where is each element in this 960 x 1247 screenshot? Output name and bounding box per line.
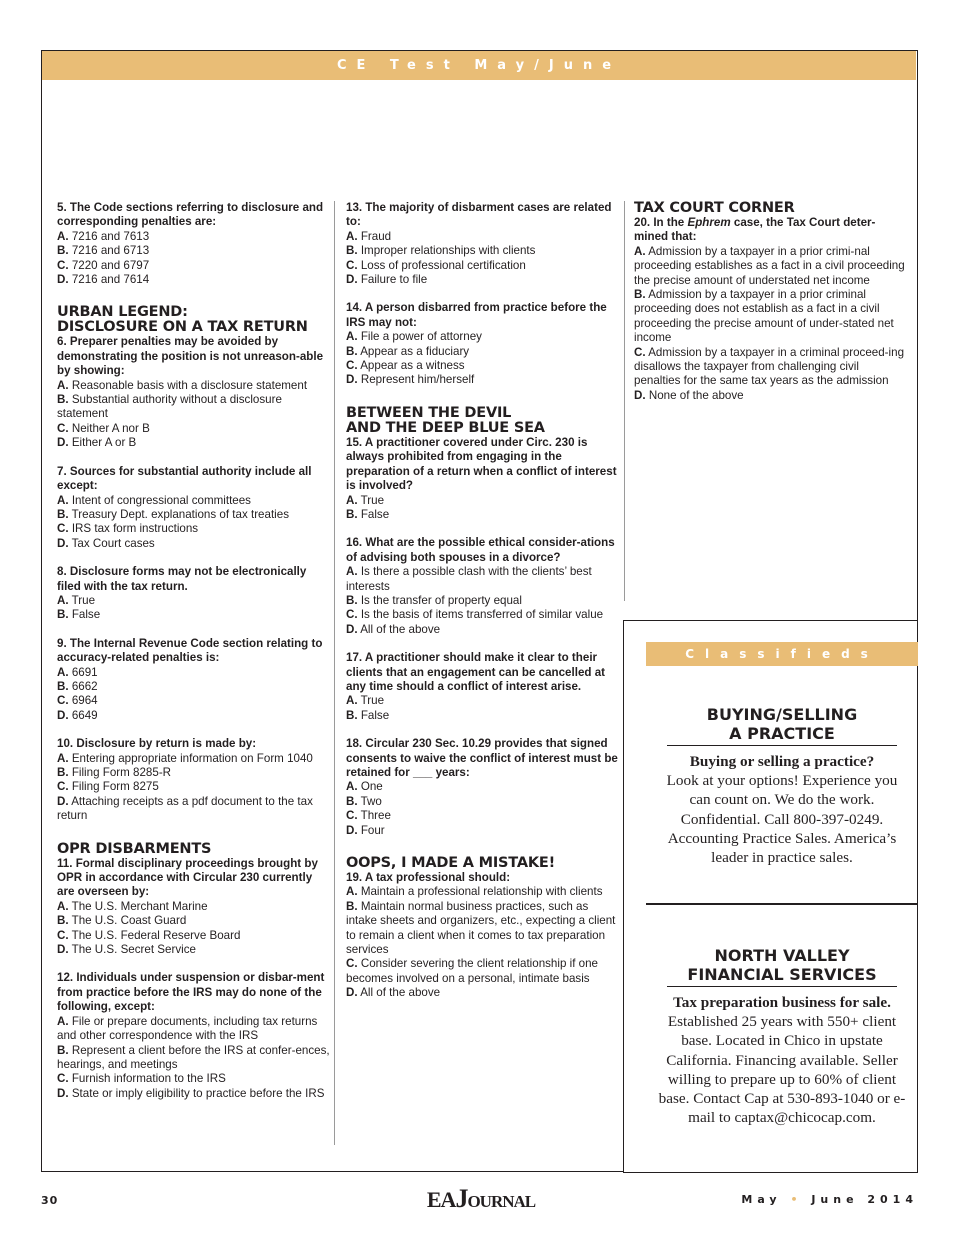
answer-option [346, 508, 620, 522]
option-text: Three [360, 809, 391, 823]
section-heading-line: BETWEEN THE DEVIL [346, 404, 512, 421]
question-text: 5. The Code sections referring to disclosure and corresponding penalties are: [57, 201, 324, 229]
option-letter: B. [634, 288, 646, 302]
option-letter: D. [346, 373, 358, 387]
option-letter: C. [57, 1072, 69, 1086]
answer-option [57, 1087, 331, 1101]
answer-option [57, 780, 331, 794]
answer-option [346, 694, 620, 708]
section-heading-line: OOPS, I MADE A MISTAKE! [346, 855, 556, 872]
section-heading [634, 201, 906, 216]
answer-option [346, 795, 620, 809]
answer-option [346, 900, 620, 958]
answer-option [57, 436, 331, 450]
option-text: Attaching receipts as a pdf document to the tax return [57, 794, 313, 823]
option-text: 6649 [71, 708, 98, 722]
ad-text: Established 25 years with 550+ client base. Located in Chico in upstate California. Financing available. Seller willing to prepare up to 60% of client base. Contact Cap at 530-893-1040 or e-mail to captax@chicocap.com. [658, 1013, 906, 1127]
section-heading [57, 305, 331, 335]
ad-buying-selling [646, 705, 918, 867]
option-text: All of the above [360, 622, 441, 636]
option-text: Substantial authority without a disclosure statement [57, 393, 282, 421]
answer-option [57, 273, 331, 287]
answer-option [57, 230, 331, 244]
answer-option [57, 594, 331, 608]
option-letter: A. [57, 493, 69, 507]
option-letter: A. [57, 665, 69, 679]
ad-north-valley [646, 946, 918, 1127]
option-letter: A. [346, 694, 358, 708]
option-letter: A. [634, 244, 646, 258]
ad-text: Look at your options! Experience you can count on. We do the work. Confidential. Call 800-397-0249. Accounting Practice Sales. America’s leader in practice sales. [666, 772, 898, 867]
answer-option [346, 373, 620, 387]
question [634, 216, 906, 403]
option-letter: A. [346, 229, 358, 243]
option-text: IRS tax form instructions [71, 522, 199, 536]
answer-option [57, 943, 331, 957]
ad-body [646, 752, 918, 867]
option-text: The U.S. Secret Service [71, 943, 196, 957]
answer-option [346, 359, 620, 373]
option-text: 6691 [71, 665, 98, 679]
option-text: The U.S. Coast Guard [71, 914, 187, 928]
section-heading [346, 856, 620, 871]
question [346, 871, 620, 1001]
answer-option [57, 1044, 331, 1073]
option-letter: C. [57, 780, 69, 794]
answer-option [57, 259, 331, 273]
question-text: 17. A practitioner should make it clear to their clients that an engagement can be cancelled at any time should a conflict of interest arise. [346, 651, 606, 693]
option-text: Is the basis of items transferred of similar value [360, 608, 604, 622]
ce-test-banner: CE Test May/June [42, 51, 916, 80]
question-text: 12. Individuals under suspension or disbar-ment from practice before the IRS may do none of the following, except: [57, 971, 325, 1014]
option-letter: A. [57, 593, 69, 607]
option-letter: D. [346, 823, 358, 837]
answer-option [57, 914, 331, 928]
questions-column-3 [634, 201, 906, 403]
issue-month: May [741, 1193, 782, 1206]
section-heading-line: URBAN LEGEND: [57, 304, 188, 321]
option-text: None of the above [648, 388, 744, 402]
answer-option [57, 508, 331, 522]
option-letter: B. [346, 593, 358, 607]
question [57, 857, 331, 958]
option-text: All of the above [360, 986, 441, 1000]
answer-option [57, 422, 331, 436]
option-text: 7220 and 6797 [71, 258, 150, 272]
option-text: Appear as a fiduciary [360, 344, 470, 358]
answer-option [346, 244, 620, 258]
question [57, 971, 331, 1101]
section-heading [57, 842, 331, 857]
option-letter: A. [346, 493, 358, 507]
option-text: False [360, 708, 390, 722]
option-text: Appear as a witness [360, 359, 465, 373]
option-letter: D. [346, 986, 358, 1000]
answer-option [346, 780, 620, 794]
option-text: The U.S. Federal Reserve Board [71, 928, 241, 942]
answer-option [634, 346, 906, 389]
option-text: Admission by a taxpayer in a prior crimi-nal proceeding establishes as a fact in a civil proceeding the precise amount of understated net income [634, 244, 905, 287]
ea-journal-logo [422, 1184, 540, 1214]
question-text: 10. Disclosure by return is made by: [57, 737, 257, 751]
question [57, 637, 331, 723]
question-text: 19. A tax professional should: [346, 871, 511, 885]
option-text: 7216 and 7614 [71, 273, 150, 287]
option-letter: B. [57, 244, 69, 258]
option-letter: C. [57, 928, 69, 942]
answer-option [346, 230, 620, 244]
answer-option [57, 608, 331, 622]
section-heading-line: TAX COURT CORNER [634, 200, 795, 216]
answer-option [346, 809, 620, 823]
question [346, 536, 620, 637]
option-letter: D. [346, 622, 358, 636]
option-text: Filing Form 8285-R [71, 766, 172, 779]
question-text: 20. In the Ephrem case, the Tax Court deter-mined that: [634, 216, 876, 244]
answer-option [346, 259, 620, 273]
ad-title [667, 946, 897, 987]
question [57, 465, 331, 551]
page-number: 30 [41, 1194, 59, 1207]
answer-option [57, 537, 331, 551]
answer-option [57, 766, 331, 780]
answer-option [634, 288, 906, 346]
option-letter: C. [57, 258, 69, 272]
option-text: File or prepare documents, including tax returns and other correspondence with the IRS [57, 1014, 318, 1043]
answer-option [57, 752, 331, 766]
answer-option [57, 379, 331, 393]
question [346, 301, 620, 387]
option-letter: D. [57, 273, 69, 287]
answer-option [57, 393, 331, 422]
answer-option [634, 245, 906, 288]
answer-option [346, 594, 620, 608]
answer-option [634, 389, 906, 403]
ad-title-line: BUYING/SELLING [706, 705, 858, 724]
ad-title-line: FINANCIAL SERVICES [687, 965, 877, 984]
option-letter: D. [57, 1086, 69, 1100]
logo-j: J [455, 1184, 468, 1213]
section-heading [346, 406, 620, 436]
option-text: True [71, 593, 96, 607]
answer-option [57, 929, 331, 943]
ad-title-line: NORTH VALLEY [714, 946, 850, 965]
answer-option [346, 273, 620, 287]
question-text: 9. The Internal Revenue Code section relating to accuracy-related penalties is: [57, 636, 323, 665]
option-letter: A. [346, 780, 358, 794]
issue-date [741, 1193, 918, 1206]
option-letter: B. [57, 914, 69, 928]
question [346, 737, 620, 838]
option-text: The U.S. Merchant Marine [71, 899, 208, 913]
question-text: 7. Sources for substantial authority include all except: [57, 464, 312, 493]
option-text: 7216 and 6713 [71, 244, 150, 258]
answer-option [346, 330, 620, 344]
option-letter: B. [57, 679, 69, 693]
option-text: File a power of attorney [360, 330, 482, 344]
option-letter: D. [57, 536, 69, 550]
option-text: Is the transfer of property equal [360, 593, 522, 607]
logo-rest: OURNAL [467, 1192, 536, 1211]
option-text: 7216 and 7613 [71, 229, 150, 243]
option-letter: B. [57, 766, 69, 779]
option-text: Filing Form 8275 [71, 780, 159, 794]
ad-title-line: A PRACTICE [729, 724, 835, 743]
classifieds-header: Classifieds [646, 642, 918, 666]
question-text: 13. The majority of disbarment cases are related to: [346, 201, 612, 229]
option-letter: B. [57, 608, 69, 622]
option-text: True [360, 694, 385, 708]
option-letter: B. [57, 393, 69, 407]
option-letter: B. [57, 507, 69, 521]
issue-separator: • [790, 1193, 803, 1206]
option-letter: B. [346, 507, 358, 521]
option-text: Improper relationships with clients [360, 244, 536, 258]
option-text: Reasonable basis with a disclosure statement [71, 378, 308, 392]
option-letter: B. [346, 244, 358, 258]
option-text: Two [360, 794, 382, 808]
option-text: Neither A nor B [71, 421, 150, 435]
question [57, 335, 331, 450]
answer-option [346, 623, 620, 637]
option-text: Loss of professional certification [360, 258, 526, 272]
question [57, 201, 331, 287]
answer-option [346, 885, 620, 899]
answer-option [346, 709, 620, 723]
option-letter: C. [57, 694, 69, 708]
option-text: False [71, 608, 101, 622]
ad-lead: Tax preparation business for sale. [673, 994, 891, 1011]
answer-option [57, 494, 331, 508]
option-text: One [360, 780, 383, 794]
answer-option [57, 1072, 331, 1086]
answer-option [346, 565, 620, 594]
option-letter: D. [57, 708, 69, 722]
option-letter: A. [346, 330, 358, 344]
option-letter: A. [346, 565, 358, 579]
answer-option [57, 694, 331, 708]
issue-rest: June 2014 [811, 1193, 918, 1206]
answer-option [346, 608, 620, 622]
answer-option [57, 900, 331, 914]
ad-body [646, 993, 918, 1127]
question-text: 11. Formal disciplinary proceedings brought by OPR in accordance with Circular 230 currently are overseen by: [57, 856, 318, 899]
section-heading-line: OPR DISBARMENTS [57, 840, 212, 857]
option-text: Is there a possible clash with the clients’ best interests [346, 565, 592, 593]
answer-option [346, 494, 620, 508]
option-text: Failure to file [360, 273, 428, 287]
option-letter: C. [346, 258, 358, 272]
question [346, 436, 620, 522]
option-letter: B. [346, 708, 358, 722]
question-text: 16. What are the possible ethical consider-ations of advising both spouses in a divorce? [346, 536, 615, 564]
option-letter: B. [346, 794, 358, 808]
question [57, 737, 331, 823]
option-text: 6964 [71, 694, 98, 708]
option-letter: A. [57, 899, 69, 913]
option-text: Admission by a taxpayer in a prior criminal proceeding does not establish as a fact in a civil proceeding the precise amount of under-stated net income [634, 288, 894, 345]
option-letter: C. [346, 957, 358, 971]
option-text: True [360, 493, 385, 507]
option-letter: C. [57, 522, 69, 536]
option-letter: A. [57, 1014, 69, 1028]
option-letter: D. [634, 388, 646, 402]
option-text: Furnish information to the IRS [71, 1072, 226, 1086]
option-letter: A. [57, 229, 69, 243]
option-text: Admission by a taxpayer in a criminal proceed-ing disallows the taxpayer from challenging civil penalties for the same tax years as the admission [634, 345, 905, 388]
answer-option [346, 345, 620, 359]
question [346, 201, 620, 287]
question [57, 565, 331, 623]
option-text: Treasury Dept. explanations of tax treaties [71, 507, 289, 521]
option-text: Either A or B [71, 436, 137, 450]
logo-ea: EA [426, 1187, 456, 1212]
question-text: 14. A person disbarred from practice before the IRS may not: [346, 301, 607, 329]
option-text: Represent him/herself [360, 373, 475, 387]
questions-column-2 [346, 201, 620, 1015]
question [346, 651, 620, 723]
option-letter: D. [57, 794, 69, 808]
option-letter: A. [57, 751, 69, 765]
questions-column-1 [57, 201, 331, 1115]
option-letter: B. [57, 1043, 69, 1057]
question-text: 6. Preparer penalties may be avoided by demonstrating the position is not unreason-able by showing: [57, 335, 324, 378]
column-rule-1 [334, 201, 335, 1145]
option-text: Maintain normal business practices, such as intake sheets and organizers, etc., expecting a client to remain a client when it comes to tax preparation services [346, 899, 616, 957]
question-text: 18. Circular 230 Sec. 10.29 provides that signed consents to waive the conflict of interest must be retained for ___ years: [346, 737, 618, 779]
option-text: Consider severing the client relationship if one becomes involved on a personal, intimate basis [346, 957, 598, 985]
column-rule-2 [624, 201, 625, 601]
option-text: Represent a client before the IRS at confer-ences, hearings, and meetings [57, 1043, 330, 1071]
answer-option [57, 680, 331, 694]
section-heading-line: AND THE DEEP BLUE SEA [346, 419, 545, 436]
ad-divider [646, 903, 918, 905]
option-letter: C. [634, 345, 646, 359]
option-letter: C. [57, 421, 69, 435]
option-letter: D. [57, 436, 69, 450]
option-text: Entering appropriate information on Form 1040 [71, 751, 313, 765]
option-text: False [360, 507, 390, 521]
option-letter: C. [346, 359, 358, 373]
answer-option [57, 244, 331, 258]
option-letter: B. [346, 899, 358, 913]
answer-option [57, 1015, 331, 1044]
section-heading-line: DISCLOSURE ON A TAX RETURN [57, 319, 308, 336]
question-text: 8. Disclosure forms may not be electronically filed with the tax return. [57, 565, 307, 593]
option-text: Maintain a professional relationship with clients [360, 885, 603, 899]
option-letter: D. [346, 273, 358, 287]
answer-option [57, 522, 331, 536]
option-text: Four [360, 823, 385, 837]
question-text: 15. A practitioner covered under Circ. 230 is always prohibited from engaging in the preparation of a return when a conflict of interest is involved? [346, 435, 617, 493]
answer-option [346, 824, 620, 838]
ad-lead: Buying or selling a practice? [689, 753, 875, 770]
answer-option [57, 666, 331, 680]
option-text: State or imply eligibility to practice before the IRS [71, 1086, 325, 1100]
option-text: 6662 [71, 679, 98, 693]
ad-title [667, 705, 897, 746]
option-text: Tax Court cases [71, 536, 155, 550]
answer-option [57, 795, 331, 824]
option-letter: A. [346, 885, 358, 899]
option-letter: C. [346, 608, 358, 622]
answer-option [346, 957, 620, 986]
option-letter: D. [57, 943, 69, 957]
option-text: Fraud [360, 229, 392, 243]
answer-option [346, 986, 620, 1000]
option-text: Intent of congressional committees [71, 493, 251, 507]
option-letter: A. [57, 378, 69, 392]
option-letter: C. [346, 809, 358, 823]
answer-option [57, 709, 331, 723]
option-letter: B. [346, 344, 358, 358]
